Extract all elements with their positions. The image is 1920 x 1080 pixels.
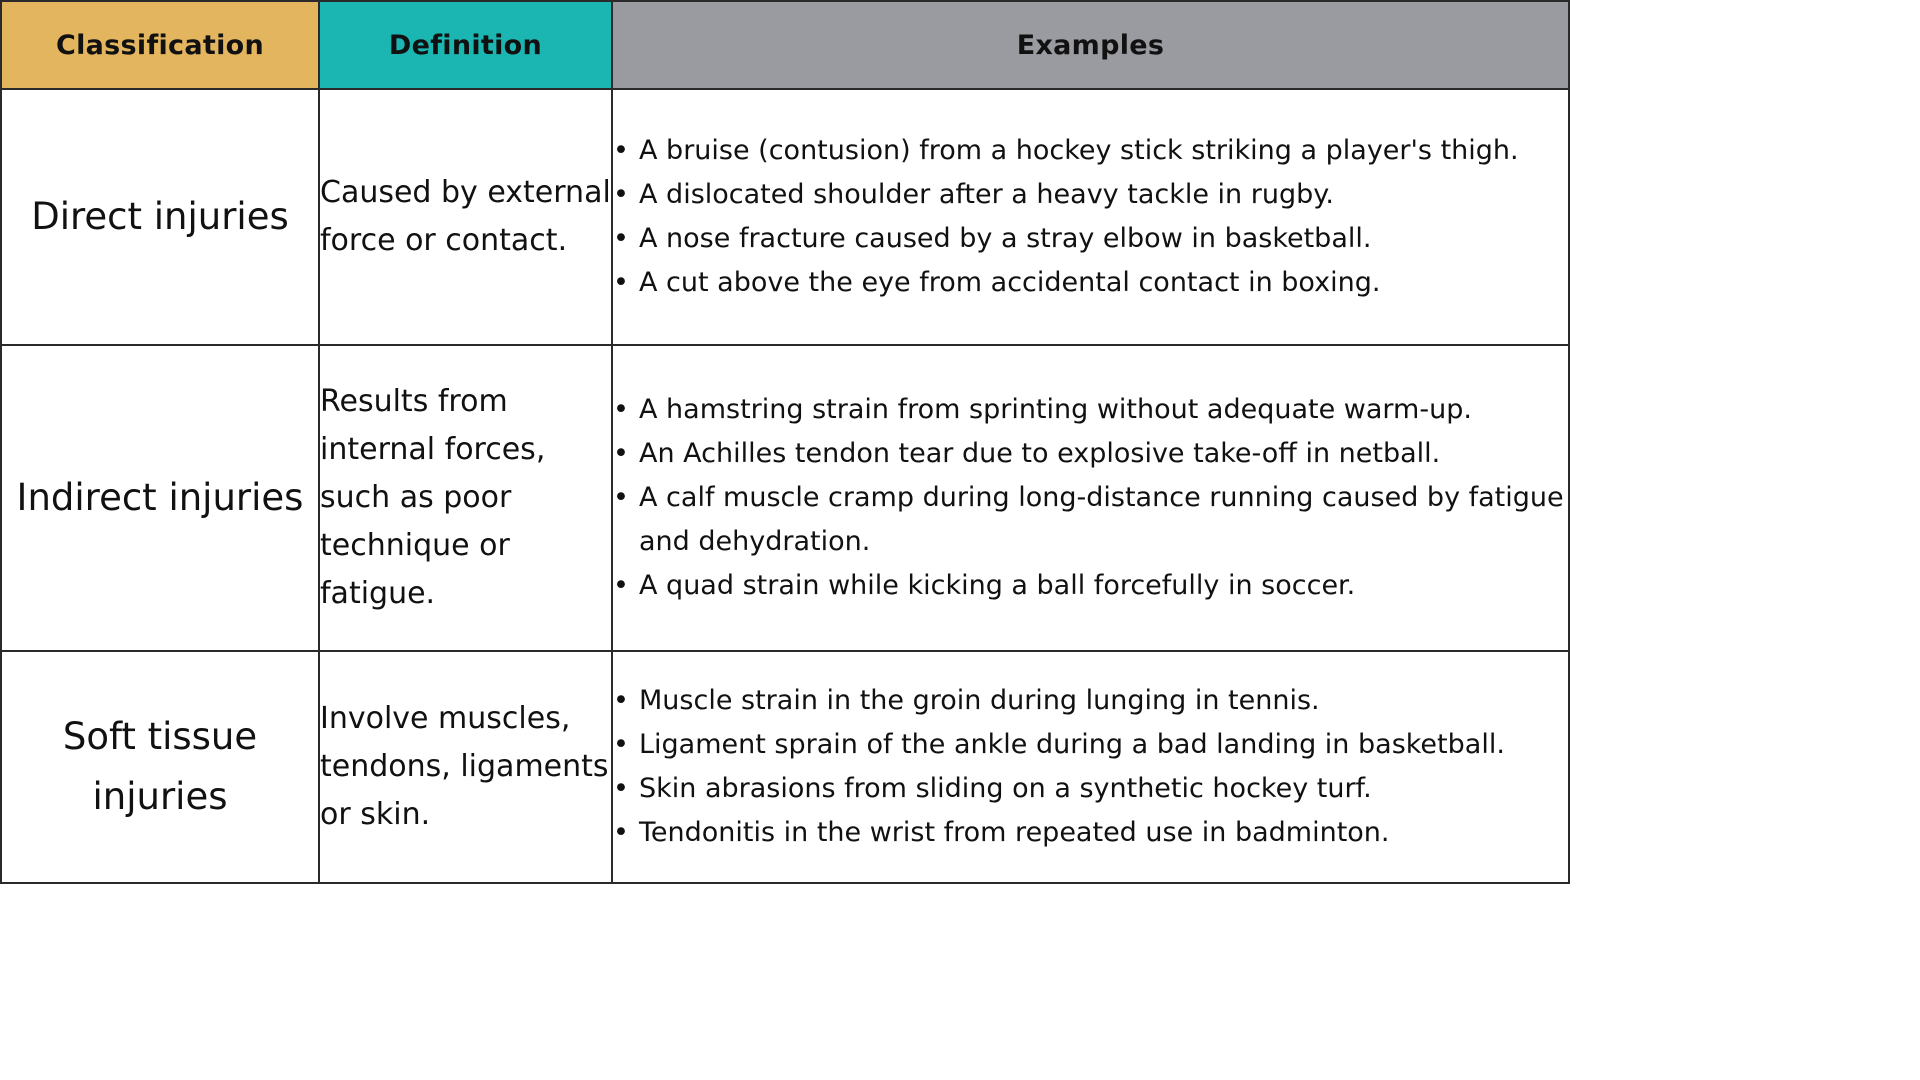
example-item [613,217,1568,261]
examples-cell [612,89,1569,345]
definition-cell: Results from internal forces, such as poor technique or fatigue. [319,345,612,651]
bullet-icon: • [613,729,629,760]
bullet-icon: • [613,773,629,804]
example-item [613,261,1568,305]
definition-cell: Involve muscles, tendons, ligaments or skin. [319,651,612,883]
example-text: A dislocated shoulder after a heavy tackle in rugby. [639,179,1334,210]
example-item [613,129,1568,173]
example-text: A quad strain while kicking a ball forcefully in soccer. [639,570,1356,601]
example-text: An Achilles tendon tear due to explosive take-off in netball. [639,438,1441,469]
classification-cell: Indirect injuries [1,345,319,651]
header-examples: Examples [612,1,1569,89]
example-item [613,388,1568,432]
examples-list [613,679,1568,855]
example-text: Tendonitis in the wrist from repeated use in badminton. [639,817,1390,848]
bullet-icon: • [613,179,629,210]
table-row-direct-injuries [1,89,1569,345]
classification-cell: Soft tissue injuries [1,651,319,883]
example-item [613,723,1568,767]
bullet-icon: • [613,135,629,166]
bullet-icon: • [613,685,629,716]
example-text: A cut above the eye from accidental contact in boxing. [639,267,1381,298]
bullet-icon: • [613,570,629,601]
definition-cell: Caused by external force or contact. [319,89,612,345]
bullet-icon: • [613,482,629,513]
bullet-icon: • [613,394,629,425]
example-text: A nose fracture caused by a stray elbow in basketball. [639,223,1372,254]
example-text: Skin abrasions from sliding on a synthetic hockey turf. [639,773,1372,804]
example-item [613,767,1568,811]
example-item [613,476,1568,564]
examples-cell [612,345,1569,651]
example-text: A calf muscle cramp during long-distance running caused by fatigue and dehydration. [639,482,1564,557]
example-text: Muscle strain in the groin during lunging in tennis. [639,685,1320,716]
header-classification: Classification [1,1,319,89]
example-item [613,564,1568,608]
example-text: A bruise (contusion) from a hockey stick striking a player's thigh. [639,135,1519,166]
example-item [613,173,1568,217]
bullet-icon: • [613,223,629,254]
examples-list [613,388,1568,608]
example-item [613,679,1568,723]
header-definition: Definition [319,1,612,89]
classification-cell: Direct injuries [1,89,319,345]
examples-cell [612,651,1569,883]
example-item [613,811,1568,855]
examples-list [613,129,1568,305]
bullet-icon: • [613,267,629,298]
bullet-icon: • [613,438,629,469]
example-item [613,432,1568,476]
bullet-icon: • [613,817,629,848]
example-text: Ligament sprain of the ankle during a bad landing in basketball. [639,729,1505,760]
example-text: A hamstring strain from sprinting without adequate warm-up. [639,394,1472,425]
table-row-indirect-injuries [1,345,1569,651]
header-row [1,1,1569,89]
table-row-soft-tissue-injuries [1,651,1569,883]
